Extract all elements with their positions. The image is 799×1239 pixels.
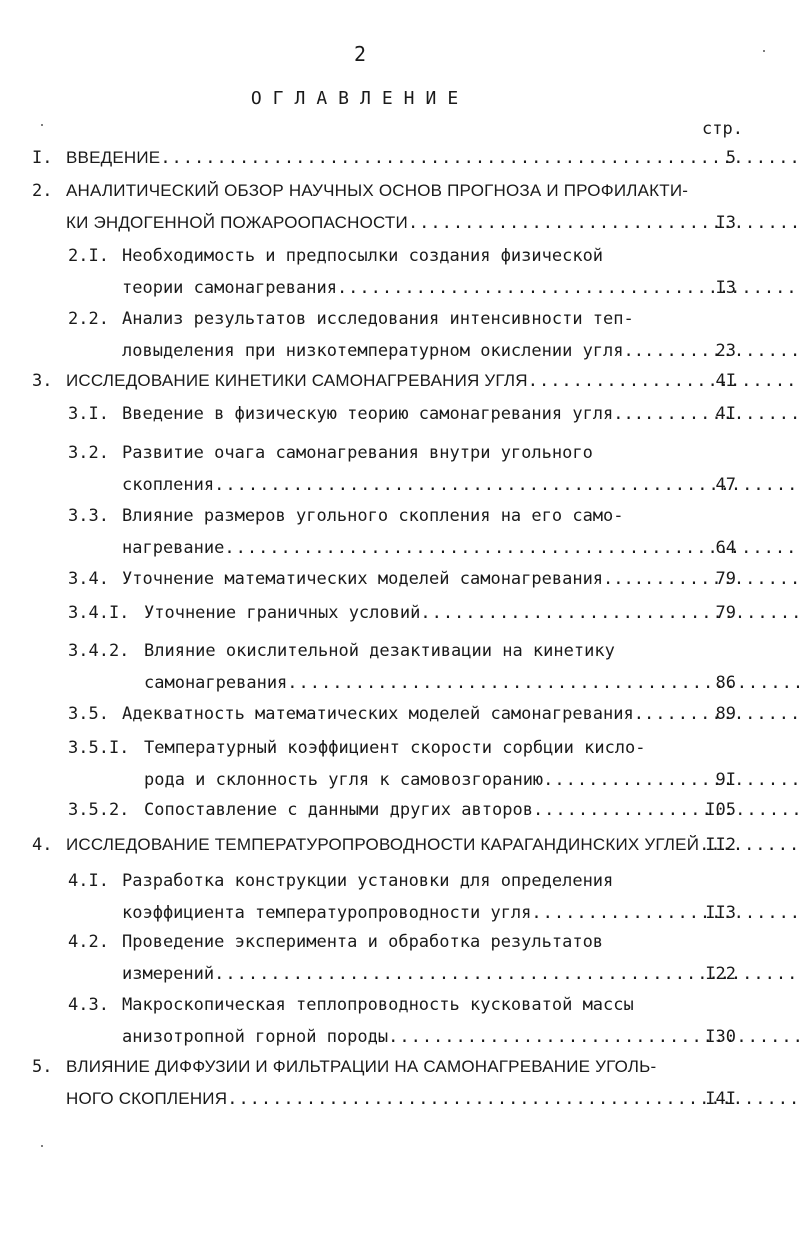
toc-entry-page: I4I — [705, 1089, 736, 1109]
paper-speck — [41, 124, 43, 126]
toc-entry-text: измерений — [122, 964, 215, 984]
page-column-header: стр. — [702, 119, 743, 139]
toc-entry-text: ИССЛЕДОВАНИЕ КИНЕТИКИ САМОНАГРЕВАНИЯ УГЛЯ — [66, 371, 528, 390]
toc-entry — [68, 401, 680, 433]
toc-entry-text: коэффициента температуропроводности угля — [122, 903, 532, 923]
toc-entry-text: ИССЛЕДОВАНИЕ ТЕМПЕРАТУРОПРОВОДНОСТИ КАРАГАНДИНСКИХ УГЛЕЙ — [66, 835, 700, 854]
toc-entry-number: 2.2. — [68, 309, 109, 329]
toc-entry-number: 2.I. — [68, 246, 109, 266]
toc-entry-number: 3.I. — [68, 404, 109, 424]
toc-entry-number: 5. — [32, 1057, 53, 1077]
toc-entry-text: Температурный коэффициент скорости сорбции кисло- — [144, 738, 646, 758]
toc-entry-text: АНАЛИТИЧЕСКИЙ ОБЗОР НАУЧНЫХ ОСНОВ ПРОГНОЗА И ПРОФИЛАКТИ- — [66, 181, 689, 200]
toc-entry-page: 79 — [715, 603, 736, 623]
toc-entry-number: 3.5.2. — [68, 800, 130, 820]
toc-entry-text: Уточнение математических моделей самонагревания.... — [122, 569, 644, 589]
toc-entry-page: 86 — [715, 673, 736, 693]
toc-entry — [68, 701, 680, 733]
toc-entry-text: Проведение эксперимента и обработка результатов — [122, 932, 604, 952]
toc-entry-text: анизотропной горной породы — [122, 1027, 389, 1047]
toc-entry-page: II2 — [705, 835, 736, 855]
toc-entry-text: Макроскопическая теплопроводность кусковатой массы — [122, 995, 634, 1015]
toc-entry-page: I05 — [705, 800, 736, 820]
dot-leader — [388, 1024, 799, 1050]
toc-entry-page: I22 — [705, 964, 736, 984]
toc-entry-text: ловыделения при низкотемпературном окислении угля.. — [122, 341, 644, 361]
toc-entry — [68, 929, 680, 993]
toc-entry — [68, 797, 680, 829]
toc-entry — [68, 566, 680, 598]
toc-entry-text: Развитие очага самонагревания внутри угольного — [122, 443, 593, 463]
dot-leader — [408, 210, 799, 236]
toc-entry — [68, 868, 680, 932]
toc-entry — [32, 178, 689, 242]
toc-entry-page: I30 — [705, 1027, 736, 1047]
dot-leader — [533, 797, 799, 823]
toc-entry-number: 4.3. — [68, 995, 109, 1015]
toc-entry-text: рода и склонность угля к самовозгоранию — [144, 770, 544, 790]
toc-entry-page: II3 — [705, 903, 736, 923]
toc-entry — [68, 735, 680, 799]
toc-entry — [32, 832, 700, 864]
toc-entry-text: Влияние размеров угольного скопления на его само- — [122, 506, 624, 526]
toc-entry-text: скопления — [122, 475, 215, 495]
toc-entry — [32, 1054, 680, 1118]
dot-leader — [531, 900, 799, 926]
toc-entry-text: Введение в физическую теорию самонагревания угля... — [122, 404, 644, 424]
toc-entry-page: I3 — [715, 213, 736, 233]
dot-leader — [528, 368, 799, 394]
toc-entry-text: нагревание — [122, 538, 225, 558]
toc-entry-text: теории самонагревания — [122, 278, 337, 298]
toc-entry-page: 9I — [715, 770, 736, 790]
toc-entry-number: 3.4.2. — [68, 641, 130, 661]
toc-entry — [68, 243, 680, 307]
toc-entry-page: 79 — [715, 569, 736, 589]
dot-leader — [543, 767, 799, 793]
toc-entry-page: 89 — [715, 704, 736, 724]
toc-entry-page: I3 — [715, 278, 736, 298]
toc-entry-text: Сопоставление с данными других авторов — [144, 800, 533, 820]
toc-entry-text: Адекватность математических моделей самонагревания. — [122, 704, 644, 724]
toc-entry-number: 3.4.I. — [68, 603, 130, 623]
toc-title: ОГЛАВЛЕНИЕ — [250, 88, 470, 109]
toc-entry-number: 4.I. — [68, 871, 109, 891]
toc-entry — [68, 440, 680, 504]
toc-entry-number: 3.2. — [68, 443, 109, 463]
toc-entry-text: Необходимость и предпосылки создания физической — [122, 246, 604, 266]
toc-entry-text: КИ ЭНДОГЕННОЙ ПОЖАРООПАСНОСТИ — [66, 213, 408, 232]
toc-entry-number: 3.3. — [68, 506, 109, 526]
toc-entry-page: 4I — [715, 404, 736, 424]
toc-entry-number: 2. — [32, 181, 53, 201]
toc-entry-text: НОГО СКОПЛЕНИЯ — [66, 1089, 228, 1108]
toc-entry-page: 64 — [715, 538, 736, 558]
toc-entry-text: ВВЕДЕНИЕ — [66, 148, 161, 167]
toc-entry-page: 23 — [715, 341, 736, 361]
toc-entry-page: 47 — [715, 475, 736, 495]
toc-entry-page: 4I — [715, 371, 736, 391]
toc-entry-number: 3.5.I. — [68, 738, 130, 758]
toc-entry — [68, 600, 680, 632]
toc-entry-text: Разработка конструкции установки для определения — [122, 871, 614, 891]
toc-entry — [32, 368, 680, 400]
toc-entry-number: 4. — [32, 835, 53, 855]
toc-entry-text: Уточнение граничных условий — [144, 603, 421, 623]
toc-entry-text: самонагревания — [144, 673, 288, 693]
toc-entry — [68, 992, 680, 1056]
dot-leader — [420, 600, 799, 626]
toc-entry — [68, 503, 680, 567]
toc-entry-number: 3.4. — [68, 569, 109, 589]
paper-speck — [41, 1145, 43, 1147]
page-number: 2 — [353, 42, 367, 66]
toc-entry-text: ВЛИЯНИЕ ДИФФУЗИИ И ФИЛЬТРАЦИИ НА САМОНАГРЕВАНИЕ УГОЛЬ- — [66, 1057, 657, 1076]
toc-entry-text: Влияние окислительной дезактивации на кинетику — [144, 641, 615, 661]
toc-entry-number: 4.2. — [68, 932, 109, 952]
toc-entry-number: I. — [32, 148, 53, 168]
toc-entry-page: 5 — [725, 148, 736, 168]
toc-entry — [68, 638, 680, 702]
toc-entry-number: 3. — [32, 371, 53, 391]
toc-entry — [32, 145, 680, 177]
toc-entry-number: 3.5. — [68, 704, 109, 724]
toc-entry — [68, 306, 680, 370]
paper-speck — [763, 50, 765, 52]
toc-entry-text: Анализ результатов исследования интенсивности теп- — [122, 309, 634, 329]
